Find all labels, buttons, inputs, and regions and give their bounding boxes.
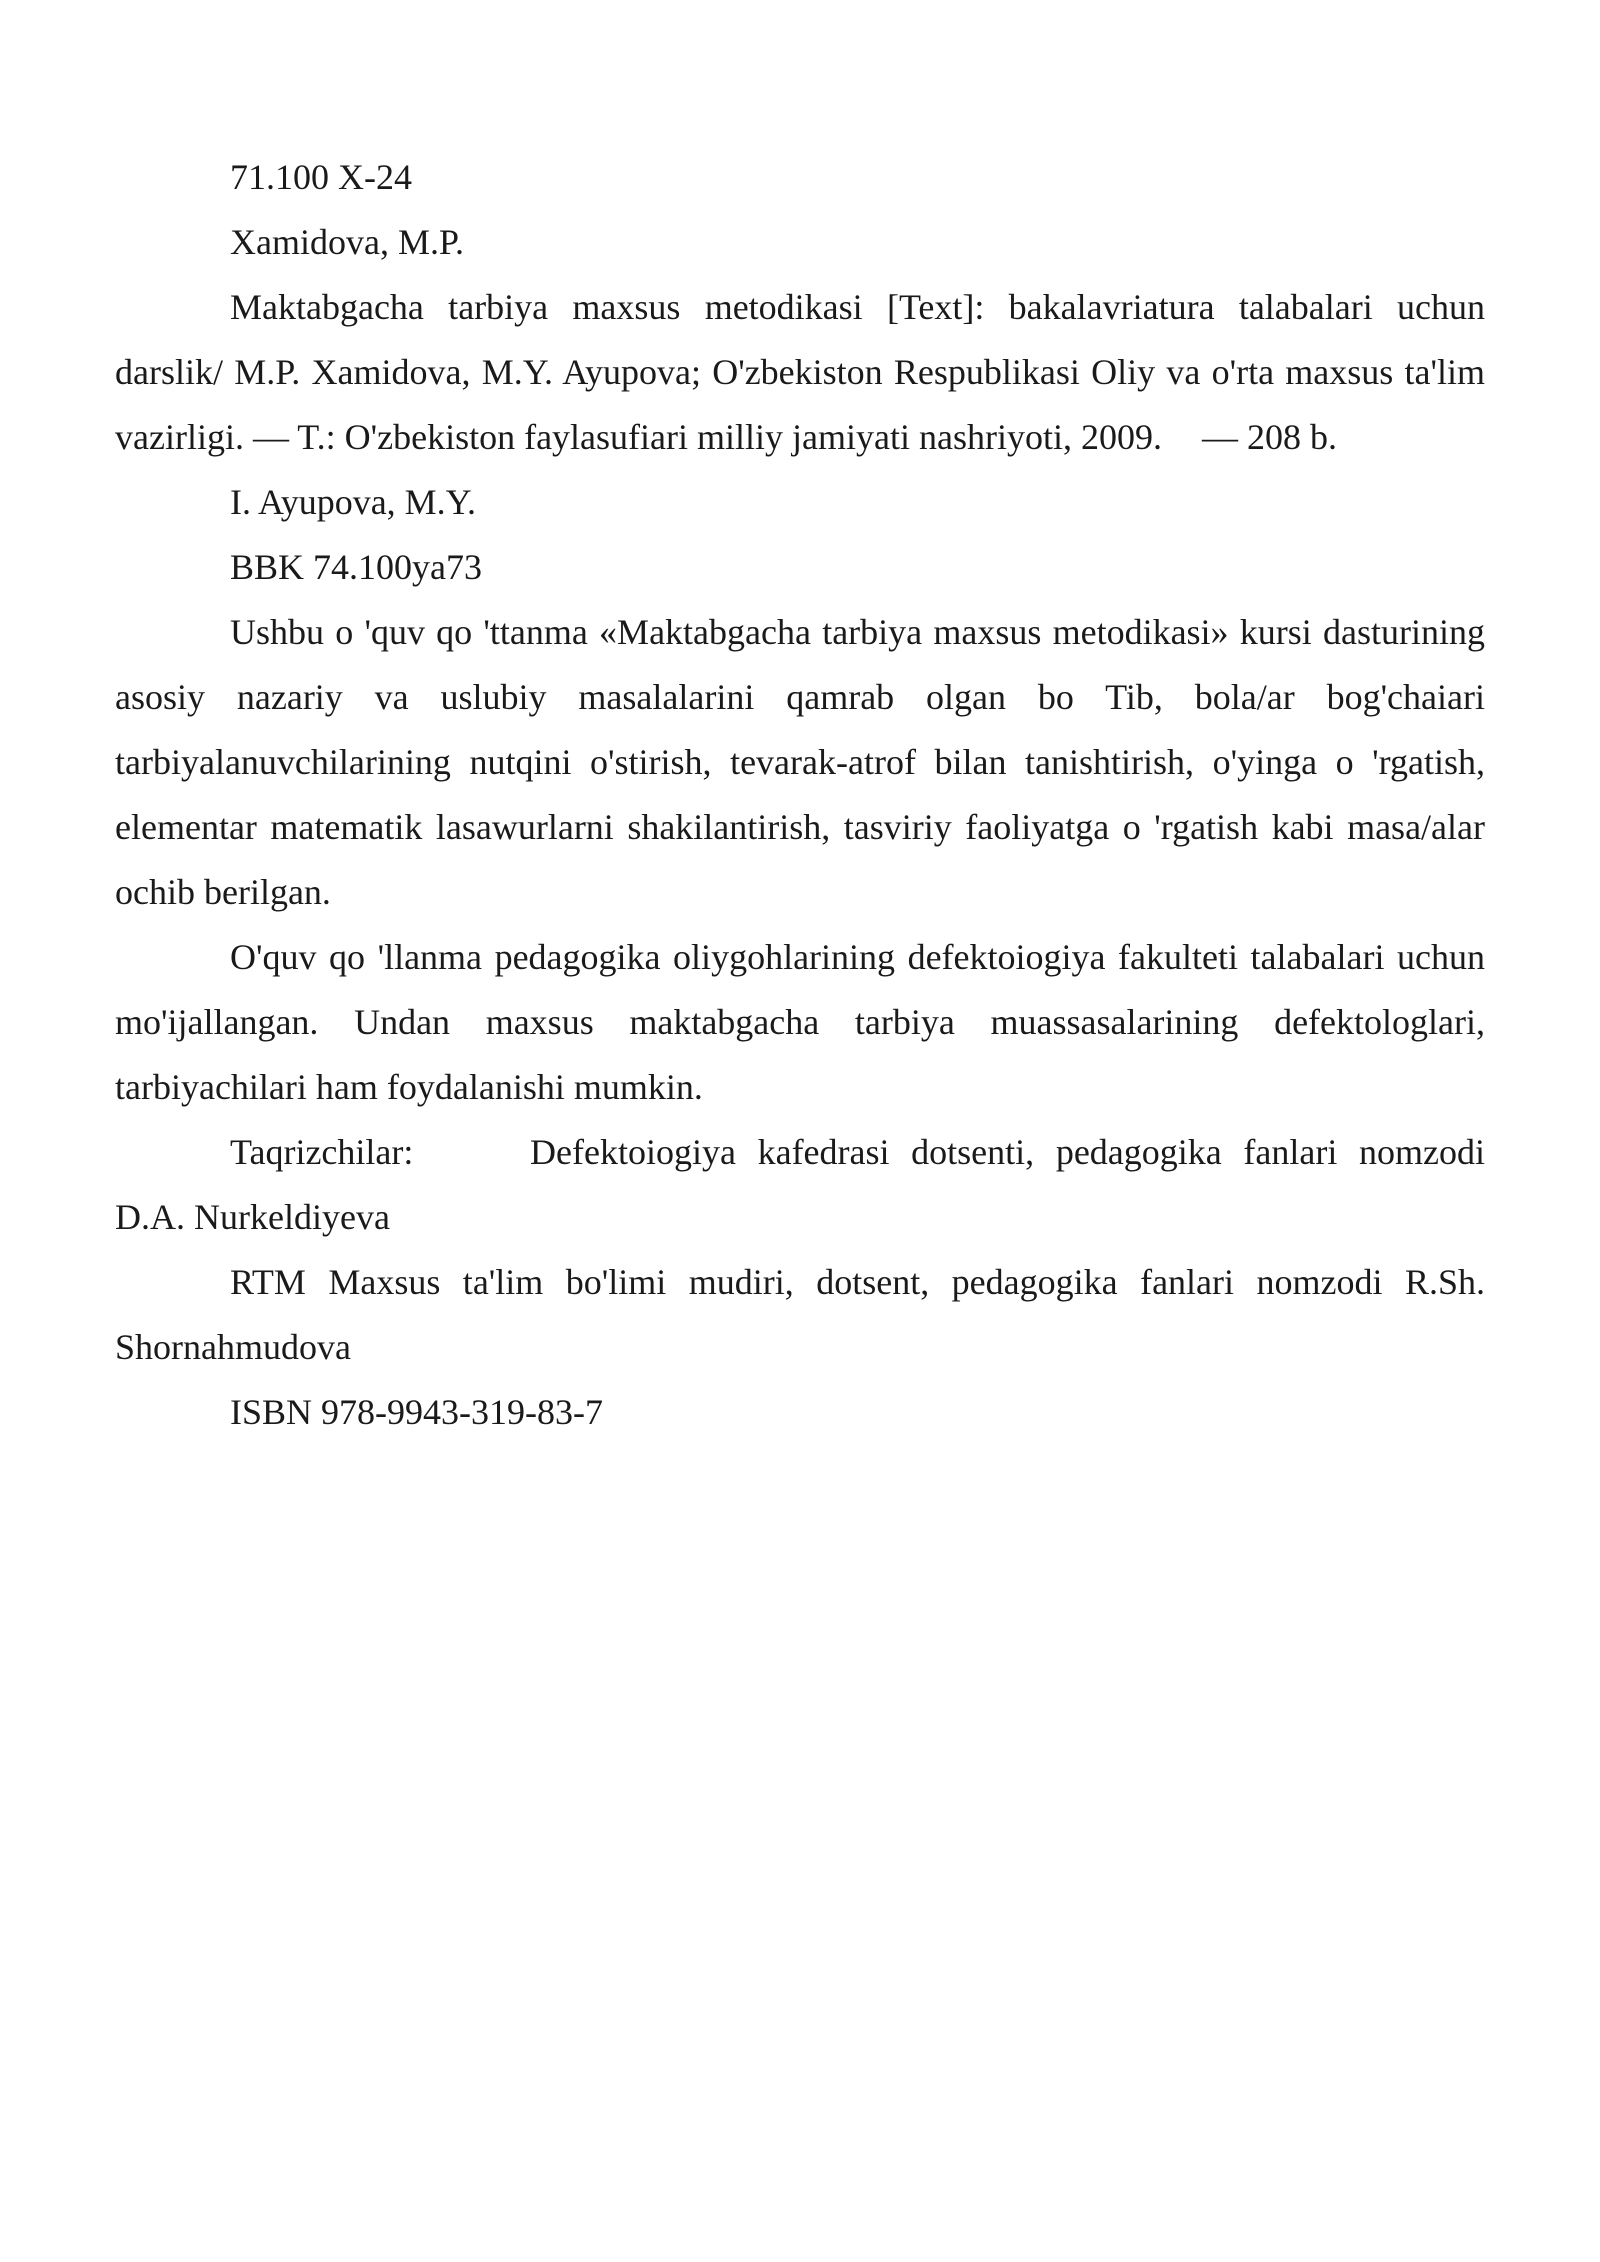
- document-page: [115, 145, 1485, 1445]
- catalog-code: 71.100 X-24: [230, 157, 412, 197]
- reviewer-second: RTM Maxsus ta'lim bo'limi mudiri, dotsent, pedagogika fanlari nomzodi R.Sh. Shornahmudova: [115, 1262, 1485, 1367]
- isbn: ISBN 978-9943-319-83-7: [230, 1392, 603, 1432]
- coauthor: I. Ayupova, M.Y.: [230, 482, 477, 522]
- bbk-code: BBK 74.100ya73: [230, 547, 482, 587]
- audience-paragraph: O'quv qo 'llanma pedagogika oliygohlarining defektoiogiya fakulteti talabalari uchun mo'ijallangan. Undan maxsus maktabgacha tarbiya muassasalarining defektologlari, tarbiyachilari ham foydalanishi mumkin.: [115, 937, 1485, 1107]
- page-count: — 208 b.: [1201, 417, 1337, 457]
- reviewers-label: Taqrizchilar:: [230, 1132, 414, 1172]
- reviewer-first: [115, 1120, 1485, 1250]
- main-author: Xamidova, M.P.: [230, 222, 464, 262]
- reviewer-first-text: Defektoiogiya kafedrasi dotsenti, pedagogika fanlari nomzodi D.A. Nurkeldiyeva: [115, 1132, 1485, 1237]
- bibliographic-entry: [115, 275, 1485, 470]
- bibliographic-text: Maktabgacha tarbiya maxsus metodikasi [Text]: bakalavriatura talabalari uchun darslik/ M.P. Xamidova, M.Y. Ayupova; O'zbekiston Respublikasi Oliy va o'rta maxsus ta'lim vazirligi. — T.: O'zbekiston faylasufiari milliy jamiyati nashriyoti, 2009.: [115, 287, 1485, 457]
- abstract-paragraph: Ushbu o 'quv qo 'ttanma «Maktabgacha tarbiya maxsus metodikasi» kursi dasturining asosiy nazariy va uslubiy masalalarini qamrab olgan bo Tib, bola/ar bog'chaiari tarbiyalanuvchilarining nutqini o'stirish, tevarak-atrof bilan tanishtirish, o'yinga o 'rgatish, elementar matematik lasawurlarni shakilantirish, tasviriy faoliyatga o 'rgatish kabi masa/alar ochib berilgan.: [115, 612, 1485, 912]
